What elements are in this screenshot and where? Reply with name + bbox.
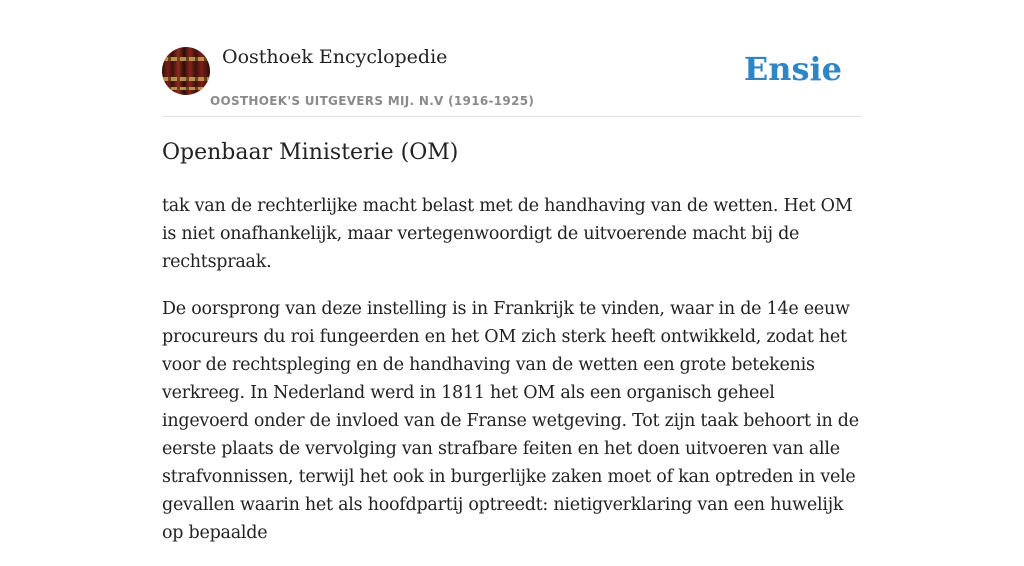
encyclopedia-avatar[interactable]	[162, 47, 210, 95]
book-spine-band	[162, 87, 210, 90]
article-paragraph: De oorsprong van deze instelling is in Frankrijk te vinden, waar in de 14e eeuw procureurs du roi fungeerden en het OM zich sterk heeft ontwikkeld, zodat het voor de rechtspleging en de handhaving van de wetten een grote betekenis verkreeg. In Nederland werd in 1811 het OM als een organisch geheel ingevoerd onder de invloed van de Franse wetgeving. Tot zijn taak behoort in de eerste plaats de vervolging van strafbare feiten en het doen uitvoeren van alle strafvonnissen, terwijl het ook in burgerlijke zaken moet of kan optreden in vele gevallen waarin het als hoofdpartij optreedt: nietigverklaring van een huwelijk op bepaalde	[162, 299, 859, 543]
book-spine-band	[162, 57, 210, 61]
publisher-label: OOSTHOEK'S UITGEVERS MIJ. N.V (1916-1925)	[210, 94, 535, 108]
ensie-logo[interactable]: Ensie	[743, 50, 842, 88]
article-paragraph: tak van de rechterlijke macht belast met de handhaving van de wetten. Het OM is niet onafhankelijk, maar vertegenwoordigt de uitvoerende macht bij de rechtspraak.	[162, 196, 853, 272]
entry-card	[162, 0, 862, 543]
encyclopedia-name-link[interactable]: Oosthoek Encyclopedie	[222, 46, 448, 68]
entry-header	[162, 0, 862, 117]
book-spine-band	[162, 77, 210, 81]
article-body	[162, 192, 862, 566]
page-title: Openbaar Ministerie (OM)	[162, 140, 459, 165]
